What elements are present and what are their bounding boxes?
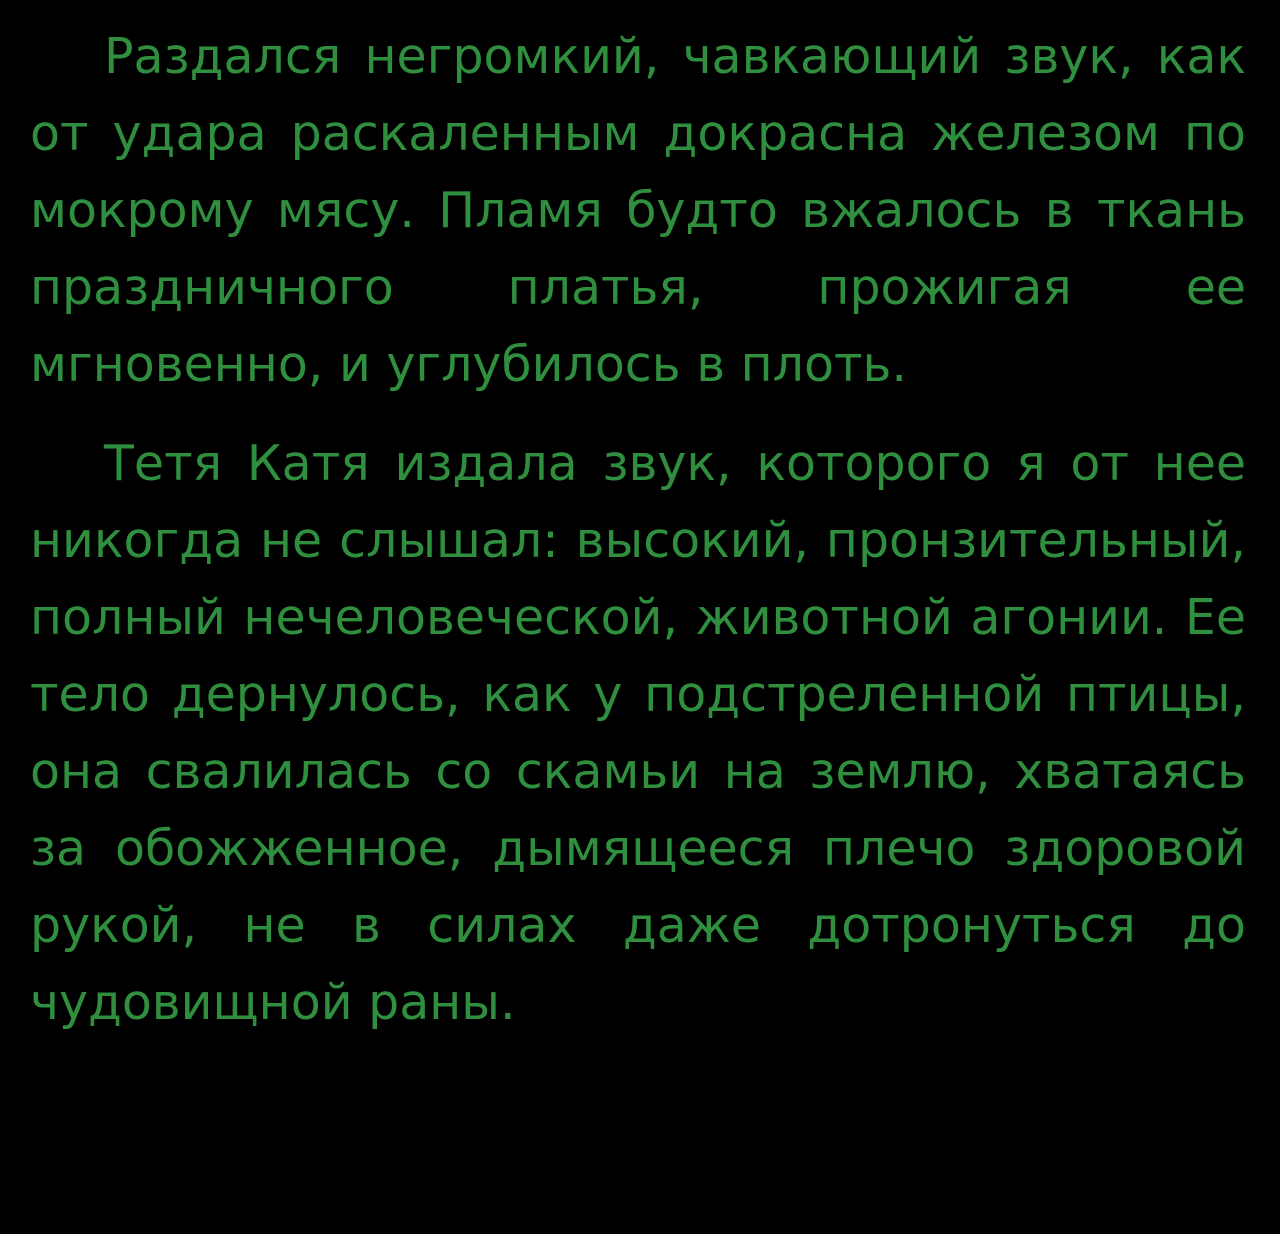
paragraph: Раздался негромкий, чавкающий звук, как от удара раскаленным докрасна железом по мокрому мясу. Пламя будто вжалось в ткань праздничного платья, прожигая ее мгновенно, и углубилось в плоть. (30, 28, 1246, 393)
paragraph: Тетя Катя издала звук, которого я от нее никогда не слышал: высокий, пронзительный, полный нечеловеческой, животной агонии. Ее тело дернулось, как у подстреленной птицы, она свалилась со скамьи на землю, хватаясь за обожженное, дымящееся плечо здоровой рукой, не в силах даже дотронуться до чудовищной раны. (30, 435, 1246, 1031)
reader-text-body (30, 18, 1246, 1041)
